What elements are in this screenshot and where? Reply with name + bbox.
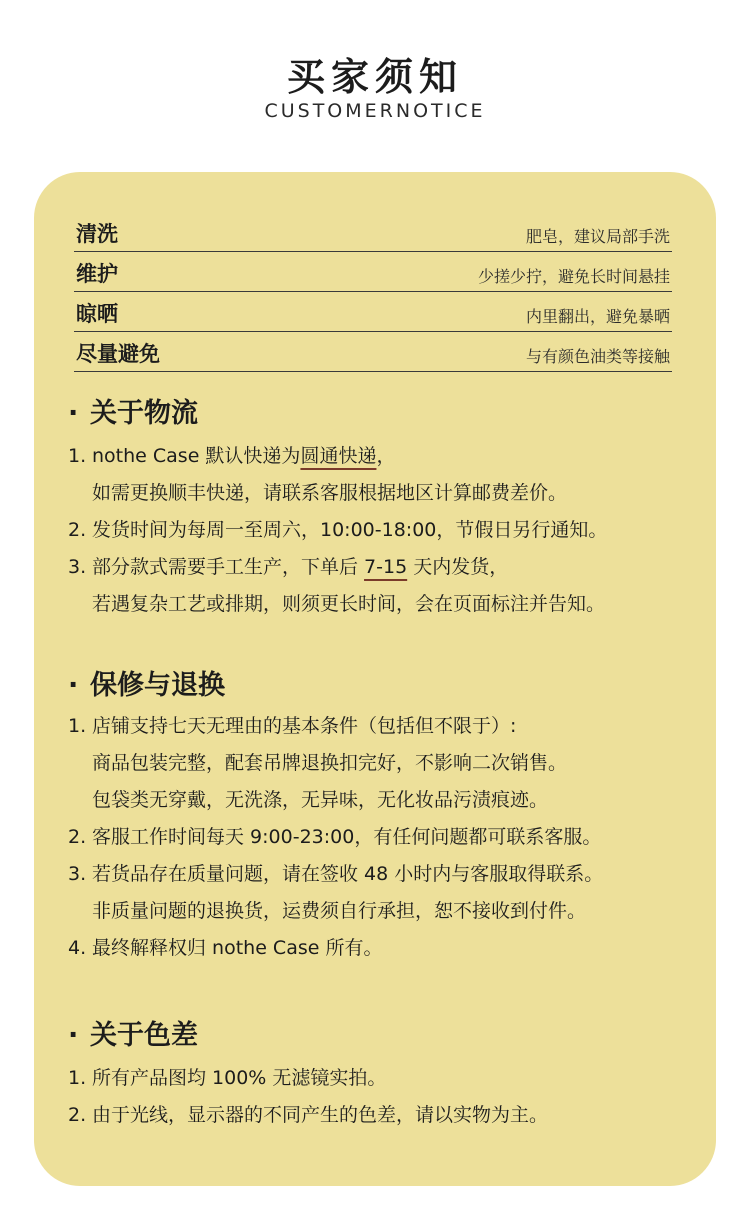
list-item [68,819,708,856]
item-text: 部分款式需要手工生产，下单后 [92,556,365,578]
item-text: 天内发货， [407,556,509,578]
bullet-dot: · [68,398,79,429]
section-title [68,666,708,706]
section-title-text: 保修与退换 [90,670,225,701]
list-item [68,549,708,586]
page-subtitle: CUSTOMERNOTICE [264,100,486,122]
list-item [68,438,708,475]
item-number: 2. [68,826,87,848]
list-item: 如需更换顺丰快递，请联系客服根据地区计算邮费差价。 [92,482,568,504]
care-value: 少搓少拧，避免长时间悬挂 [477,267,670,286]
section-warranty [68,666,708,967]
list-item: 商品包装完整，配套吊牌退换扣完好，不影响二次销售。 [92,752,568,774]
section-logistics [68,394,708,623]
item-number: 1. [68,715,87,737]
item-text: 所有产品图均 100% 无滤镜实拍。 [92,1067,387,1089]
care-label: 尽量避免 [76,342,160,366]
item-number: 2. [68,1104,87,1126]
item-text: ， [376,445,396,467]
notice-card [34,172,716,1186]
item-text: 由于光线，显示器的不同产生的色差，请以实物为主。 [92,1104,549,1126]
care-table [74,212,672,372]
list-item [68,512,708,549]
care-value: 内里翻出，避免暴晒 [525,307,670,326]
section-color [68,1016,708,1134]
item-text: 最终解释权归 nothe Case 所有。 [92,937,383,959]
bullet-dot: · [68,670,79,701]
highlight-text: 7-15 [364,556,408,578]
section-title-text: 关于物流 [90,398,198,429]
highlight-text: 圆通快递 [300,445,377,467]
item-number: 1. [68,445,87,467]
item-number: 3. [68,863,87,885]
list-item: 非质量问题的退换货，运费须自行承担，恕不接收到付件。 [92,900,587,922]
item-text: nothe Case 默认快递为 [92,445,301,467]
item-text: 发货时间为每周一至周六，10:00-18:00，节假日另行通知。 [92,519,608,541]
item-text: 若货品存在质量问题，请在签收 48 小时内与客服取得联系。 [92,863,604,885]
section-title-text: 关于色差 [90,1020,198,1051]
list-item: 包袋类无穿戴，无洗涤，无异味，无化妆品污渍痕迹。 [92,789,549,811]
care-label: 清洗 [76,222,118,246]
care-value: 与有颜色油类等接触 [525,347,670,366]
care-row-maintain [74,252,672,292]
item-number: 4. [68,937,87,959]
item-number: 3. [68,556,87,578]
care-row-wash [74,212,672,252]
list-item [68,1060,708,1097]
section-title [68,1016,708,1056]
care-row-dry [74,292,672,332]
item-text: 客服工作时间每天 9:00-23:00，有任何问题都可联系客服。 [92,826,602,848]
bullet-dot: · [68,1020,79,1051]
item-number: 2. [68,519,87,541]
item-number: 1. [68,1067,87,1089]
page-title: 买家须知 [286,55,463,99]
list-item [68,708,708,745]
section-title [68,394,708,434]
care-value: 肥皂，建议局部手洗 [525,227,670,246]
list-item [68,930,708,967]
list-item: 若遇复杂工艺或排期，则须更长时间，会在页面标注并告知。 [92,593,606,615]
list-item [68,856,708,893]
item-text: 店铺支持七天无理由的基本条件（包括但不限于）: [92,715,517,737]
care-row-avoid [74,332,672,372]
care-label: 维护 [76,262,118,286]
list-item [68,1097,708,1134]
care-label: 晾晒 [76,302,118,326]
